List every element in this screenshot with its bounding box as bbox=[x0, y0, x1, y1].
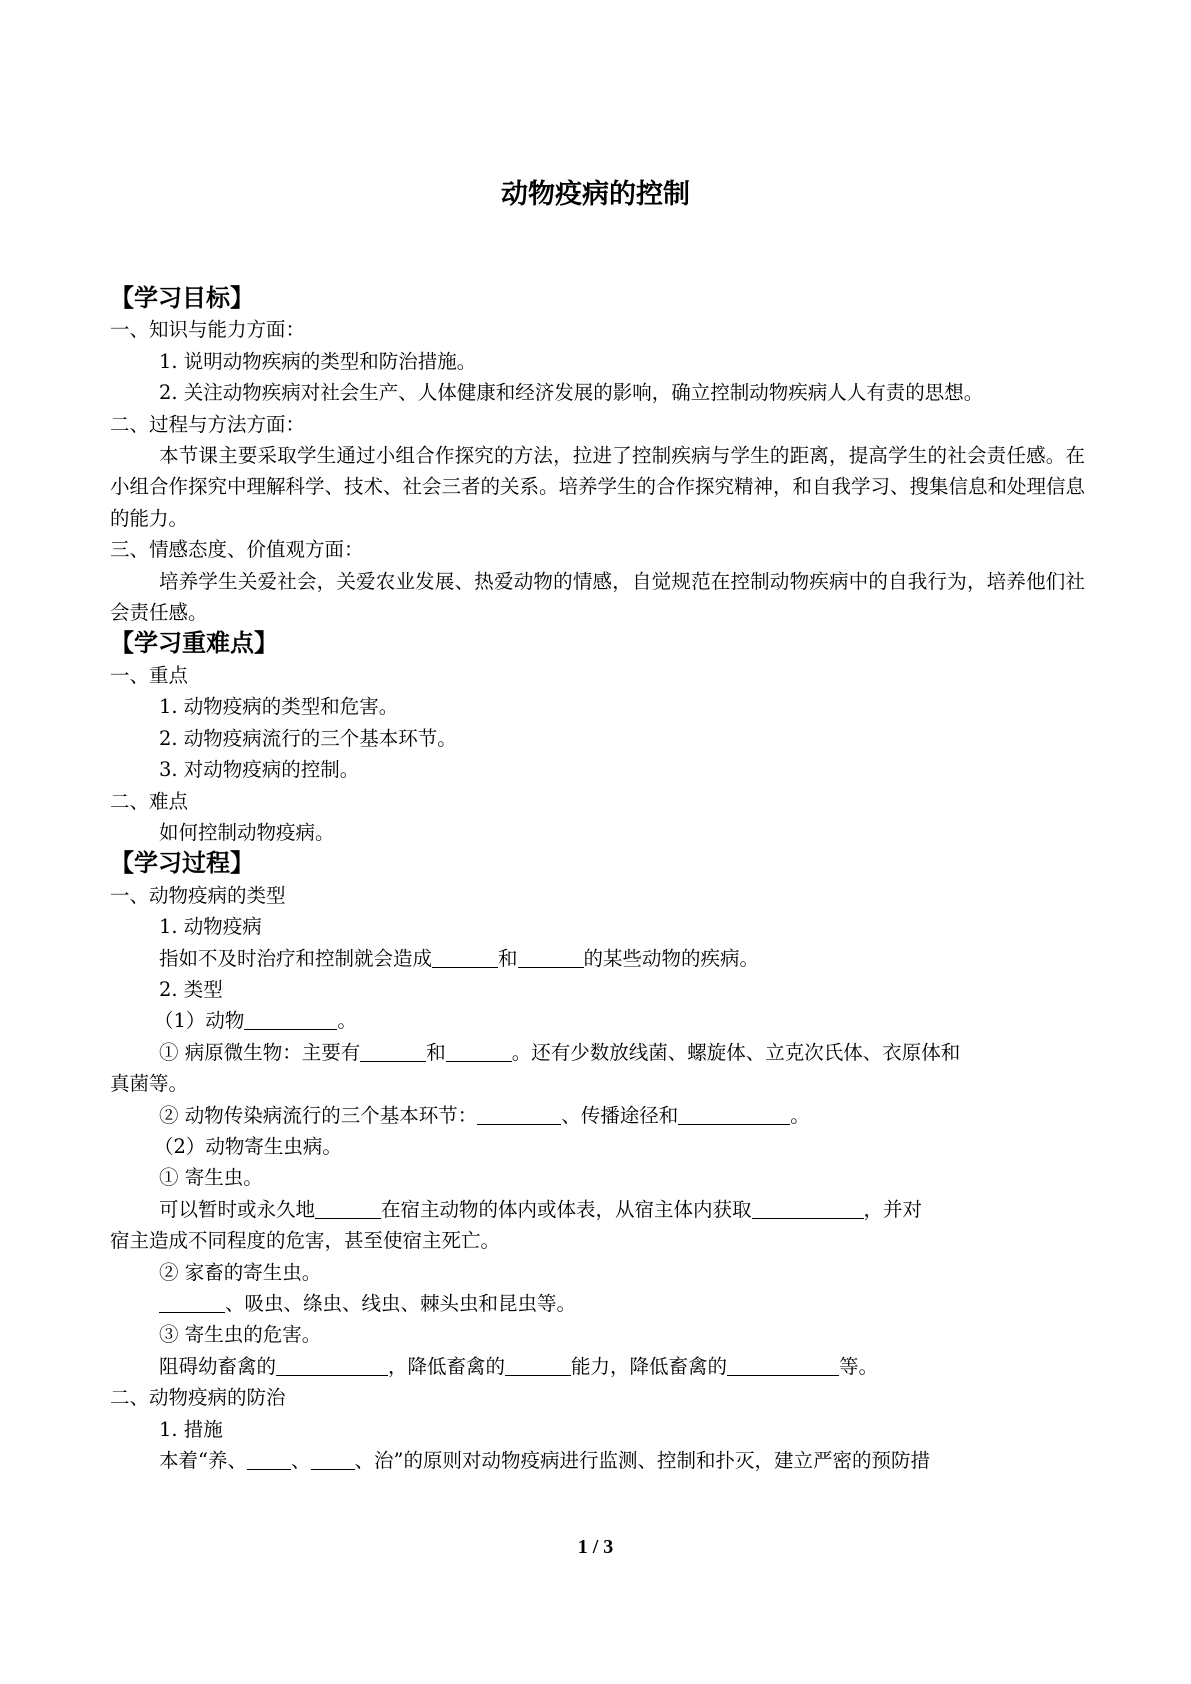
parasite-harm-line: 阻碍幼畜禽的 ，降低畜禽的 能力，降低畜禽的 等。 bbox=[159, 1354, 879, 1378]
goals-heading-2: 二、过程与方法方面： bbox=[110, 412, 306, 436]
livestock-parasite-heading: ② 家畜的寄生虫。 bbox=[159, 1260, 322, 1284]
section-heading-keypoints: 【学习重难点】 bbox=[110, 629, 278, 658]
process-heading-1: 一、动物疫病的类型 bbox=[110, 883, 286, 907]
keypoints-heading-2: 二、难点 bbox=[110, 789, 189, 813]
fill-blank bbox=[477, 1104, 561, 1125]
fill-blank bbox=[678, 1104, 790, 1125]
goals-paragraph-2: 本节课主要采取学生通过小组合作探究的方法，拉进了控制疾病与学生的距离，提高学生的社会责任感。在小组合作探究中理解科学、技术、社会三者的关系。培养学生的合作探究精神，和自我学习、搜集信息和处理信息的能力。 bbox=[110, 444, 1086, 530]
document-body bbox=[110, 283, 1085, 1476]
pathogen-line-cont: 真菌等。 bbox=[110, 1072, 189, 1096]
definition-line: 指如不及时治疗和控制就会造成 和 的某些动物的疾病。 bbox=[159, 946, 760, 970]
fill-blank bbox=[159, 1292, 225, 1313]
measures-heading: 1. 措施 bbox=[159, 1417, 223, 1441]
difficulty-item-1: 如何控制动物疫病。 bbox=[159, 820, 335, 844]
process-subheading-1: 1. 动物疫病 bbox=[159, 915, 262, 939]
goals-heading-3: 三、情感态度、价值观方面： bbox=[110, 538, 364, 562]
epidemic-links-line: ② 动物传染病流行的三个基本环节： 、传播途径和 。 bbox=[159, 1103, 810, 1127]
process-subheading-2: 2. 类型 bbox=[159, 977, 223, 1001]
parasite-def-line: 可以暂时或永久地 在宿主动物的体内或体表，从宿主体内获取 ，并对 bbox=[159, 1197, 923, 1221]
goals-heading-1: 一、知识与能力方面： bbox=[110, 318, 306, 342]
fill-blank bbox=[315, 1198, 381, 1219]
fill-blank bbox=[727, 1355, 839, 1376]
measures-line: 本着“养、 、 、治”的原则对动物疫病进行监测、控制和扑灭，建立严密的预防措 bbox=[159, 1449, 930, 1473]
fill-blank bbox=[244, 1009, 337, 1030]
fill-blank bbox=[311, 1449, 355, 1470]
keypoint-item-2: 2. 动物疫病流行的三个基本环节。 bbox=[159, 726, 457, 750]
section-heading-goals: 【学习目标】 bbox=[110, 284, 254, 312]
fill-blank bbox=[432, 947, 498, 968]
type-2-line: （2）动物寄生虫病。 bbox=[154, 1134, 342, 1158]
fill-blank bbox=[446, 1041, 512, 1062]
goals-paragraph-3: 培养学生关爱社会，关爱农业发展、热爱动物的情感，自觉规范在控制动物疾病中的自我行为，培养他们社会责任感。 bbox=[110, 569, 1085, 625]
pathogen-line: ① 病原微生物：主要有 和 。还有少数放线菌、螺旋体、立克次氏体、衣原体和 bbox=[159, 1040, 961, 1064]
type-1-line: （1）动物 。 bbox=[154, 1009, 357, 1033]
page-number: 1 / 3 bbox=[577, 1536, 614, 1558]
fill-blank bbox=[247, 1449, 291, 1470]
fill-blank bbox=[505, 1355, 571, 1376]
parasite-def-line-cont: 宿主造成不同程度的危害，甚至使宿主死亡。 bbox=[110, 1229, 501, 1253]
keypoint-item-3: 3. 对动物疫病的控制。 bbox=[159, 758, 360, 782]
livestock-parasite-line: 、吸虫、绦虫、线虫、棘头虫和昆虫等。 bbox=[110, 1288, 1085, 1319]
fill-blank bbox=[276, 1355, 388, 1376]
keypoint-item-1: 1. 动物疫病的类型和危害。 bbox=[159, 695, 399, 719]
process-heading-2: 二、动物疫病的防治 bbox=[110, 1386, 286, 1410]
goals-item-1: 1. 说明动物疾病的类型和防治措施。 bbox=[159, 349, 477, 373]
parasite-heading: ① 寄生虫。 bbox=[159, 1166, 263, 1190]
section-heading-process: 【学习过程】 bbox=[110, 849, 254, 878]
goals-item-2: 2. 关注动物疾病对社会生产、人体健康和经济发展的影响，确立控制动物疾病人人有责的思想。 bbox=[159, 381, 984, 405]
parasite-harm-heading: ③ 寄生虫的危害。 bbox=[159, 1323, 322, 1347]
fill-blank bbox=[752, 1198, 864, 1219]
fill-blank bbox=[518, 947, 584, 968]
page-title: 动物疫病的控制 bbox=[501, 179, 690, 210]
fill-blank bbox=[360, 1041, 426, 1062]
keypoints-heading-1: 一、重点 bbox=[110, 663, 189, 687]
